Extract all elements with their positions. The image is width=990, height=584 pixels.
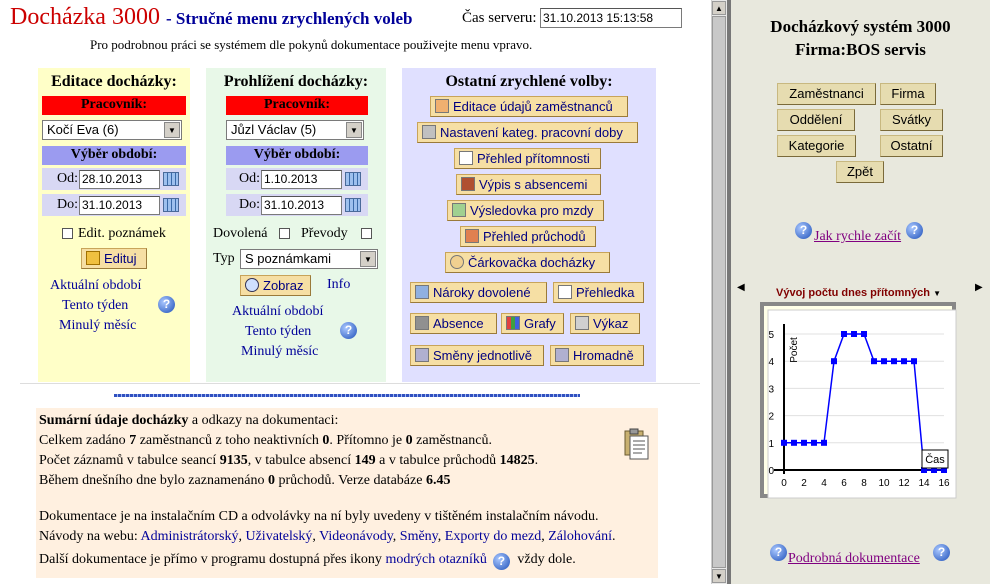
scroll-up-arrow[interactable]: ▲	[712, 1, 726, 15]
summary-title: Sumární údaje docházky	[39, 413, 189, 428]
browse-from-input[interactable]: 1.10.2013	[261, 170, 342, 189]
data-point	[841, 331, 847, 337]
payroll-label: Výsledovka pro mzdy	[470, 203, 594, 218]
x-tick-label: 10	[878, 478, 890, 489]
magnifier-icon	[245, 278, 259, 292]
back-button[interactable]: Zpět	[836, 161, 884, 183]
web-link-exports[interactable]: Exporty do mezd	[444, 529, 542, 544]
presence-chart	[760, 302, 960, 502]
browse-period-label: Výběr období:	[226, 146, 368, 165]
data-point	[901, 358, 907, 364]
statement-label: Výkaz	[593, 316, 629, 331]
edit-notes-checkbox[interactable]	[62, 228, 73, 239]
hint-text: Pro podrobnou práci se systémem dle pokynů dokumentace použivejte menu vpravo.	[90, 37, 533, 52]
presence-overview-label: Přehled přítomnosti	[477, 151, 590, 166]
shifts-single-label: Směny jednotlivě	[433, 348, 532, 363]
app-subtitle: - Stručné menu zrychlených voleb	[166, 9, 413, 28]
summary-line-docs: Dokumentace je na instalačním CD a odvolávky na ní byly uvedeny v tištěném instalačním návodu.	[39, 509, 599, 524]
type-select[interactable]	[240, 249, 378, 269]
payroll-button[interactable]	[447, 200, 604, 221]
y-tick-label: 4	[768, 357, 774, 369]
web-link-shifts[interactable]: Směny	[399, 529, 438, 544]
chevron-down-icon: ▼	[346, 122, 362, 138]
help-icon[interactable]: ?	[906, 222, 923, 239]
x-tick-label: 2	[801, 478, 807, 489]
table-icon	[415, 316, 429, 330]
app-title: Docházka 3000	[10, 4, 160, 30]
data-point	[861, 331, 867, 337]
server-time-label: Čas serveru:	[462, 10, 537, 26]
edit-worker-value: Kočí Eva (6)	[47, 122, 119, 137]
summary-line-records: Počet záznamů v tabulce seancí 9135, v tabulce absencí 149 a v tabulce průchodů 14825.	[39, 453, 539, 468]
edit-panel	[38, 68, 190, 382]
category-settings-label: Nastavení kateg. pracovní doby	[440, 125, 623, 140]
data-point	[851, 331, 857, 337]
absence-list-label: Výpis s absencemi	[479, 177, 588, 192]
y-tick-label: 0	[768, 466, 774, 477]
type-value: S poznámkami	[245, 251, 331, 266]
passages-overview-button[interactable]	[460, 226, 596, 247]
edit-to-input[interactable]: 31.10.2013	[79, 196, 160, 215]
edit-worker-label: Pracovník:	[42, 96, 186, 115]
y-tick-label: 1	[768, 438, 774, 450]
clock-icon	[450, 255, 464, 269]
web-link-video[interactable]: Videonávody	[319, 529, 393, 544]
x-tick-label: 12	[898, 478, 910, 489]
calendar-icon	[415, 285, 429, 299]
report-icon	[459, 151, 473, 165]
x-tick-label: 8	[861, 478, 867, 489]
sidebar-company: Firma:BOS servis	[795, 40, 926, 59]
show-button[interactable]	[240, 275, 311, 296]
tally-label: Čárkovačka docházky	[468, 255, 596, 270]
blue-questions-link[interactable]: modrých otazníků	[385, 552, 487, 567]
summary-line-web: Návody na webu: Administrátorský, Uživatelský, Videonávody, Směny, Exporty do mezd, Zálohování.	[39, 529, 616, 544]
summary-line-employees: Celkem zadáno 7 zaměstnanců z toho neaktivních 0. Přítomno je 0 zaměstnanců.	[39, 433, 492, 448]
browse-link-week[interactable]: Tento týden	[245, 324, 312, 339]
summary-title-row	[39, 413, 338, 429]
shift-icon	[415, 348, 429, 362]
web-link-user[interactable]: Uživatelský	[245, 529, 313, 544]
tally-button[interactable]	[445, 252, 610, 273]
sheet-icon	[558, 285, 572, 299]
data-point	[911, 358, 917, 364]
edit-from-label: Od:	[57, 171, 78, 186]
other-button[interactable]: Ostatní	[880, 135, 943, 157]
edit-notes-label: Edit. poznámek	[78, 226, 166, 241]
pencil-icon	[86, 251, 100, 265]
info-link[interactable]: Info	[327, 277, 351, 292]
help-icon[interactable]: ?	[933, 544, 950, 561]
chevron-down-icon: ▼	[933, 289, 942, 298]
edit-from-input[interactable]: 28.10.2013	[79, 170, 160, 189]
quick-start-link[interactable]: Jak rychle začít	[814, 229, 902, 244]
graphs-label: Grafy	[524, 316, 556, 331]
scroll-down-arrow[interactable]: ▼	[712, 569, 726, 583]
data-point	[871, 358, 877, 364]
x-tick-label: 14	[918, 478, 930, 489]
edit-button[interactable]	[81, 248, 147, 269]
help-icon[interactable]: ?	[493, 553, 510, 570]
help-icon[interactable]: ?	[795, 222, 812, 239]
help-icon[interactable]: ?	[340, 322, 357, 339]
type-label: Typ	[213, 251, 235, 266]
data-point	[891, 358, 897, 364]
bar-chart-icon	[506, 316, 520, 330]
categories-button[interactable]: Kategorie	[777, 135, 856, 157]
other-title: Ostatní zrychlené volby:	[445, 73, 613, 90]
door-icon	[465, 229, 479, 243]
web-link-admin[interactable]: Administrátorský	[140, 529, 239, 544]
browse-link-month[interactable]: Minulý měsíc	[241, 344, 319, 359]
edit-link-week[interactable]: Tento týden	[62, 298, 129, 313]
graphs-button[interactable]	[501, 313, 564, 334]
web-prefix: Návody na webu:	[39, 529, 141, 544]
people-icon	[435, 99, 449, 113]
calendar-icon[interactable]	[345, 198, 361, 212]
data-point	[831, 358, 837, 364]
data-point	[801, 440, 807, 446]
browse-link-current[interactable]: Aktuální období	[232, 304, 324, 319]
holidays-button[interactable]: Svátky	[880, 109, 943, 131]
server-time-field[interactable]: 31.10.2013 15:13:58	[540, 8, 682, 28]
edit-title: Editace docházky:	[51, 73, 177, 90]
money-icon	[452, 203, 466, 217]
y-tick-label: 5	[768, 330, 774, 341]
data-point	[881, 358, 887, 364]
y-tick-label: 2	[768, 411, 774, 423]
calendar-icon[interactable]	[163, 198, 179, 212]
absence-list-button[interactable]	[456, 174, 601, 195]
vacation-checkbox[interactable]	[279, 228, 290, 239]
company-button[interactable]: Firma	[880, 83, 936, 105]
browse-worker-value: Jůzl Václav (5)	[231, 122, 317, 137]
edit-worker-select[interactable]	[42, 120, 182, 140]
absence-icon	[461, 177, 475, 191]
shifts-bulk-button[interactable]	[550, 345, 644, 366]
calendar-icon[interactable]	[345, 172, 361, 186]
clipboard-icon[interactable]	[624, 428, 650, 460]
departments-button[interactable]: Oddělení	[777, 109, 855, 131]
y-tick-label: 3	[768, 384, 774, 396]
chart-select[interactable]	[776, 287, 941, 299]
data-point	[791, 440, 797, 446]
edit-link-month[interactable]: Minulý měsíc	[59, 318, 137, 333]
divider	[114, 394, 580, 397]
vacation-label: Dovolená	[213, 226, 268, 241]
browse-to-input[interactable]: 31.10.2013	[261, 196, 342, 215]
browse-to-label: Do:	[239, 197, 260, 212]
browse-from-label: Od:	[239, 171, 260, 186]
y-axis-label: Počet	[789, 337, 800, 363]
x-tick-label: 0	[781, 478, 787, 489]
summary-line-help: Další dokumentace je přímo v programu dostupná přes ikony modrých otazníků ? vždy dole.	[39, 552, 576, 568]
wrench-icon	[422, 125, 436, 139]
chart-prev-arrow[interactable]: ◀	[737, 282, 745, 293]
shifts-bulk-label: Hromadně	[573, 348, 634, 363]
chevron-down-icon: ▼	[164, 122, 180, 138]
browse-title: Prohlížení docházky:	[223, 73, 369, 90]
transfers-label: Převody	[301, 226, 348, 241]
employees-edit-button[interactable]	[430, 96, 628, 117]
category-settings-button[interactable]	[417, 122, 638, 143]
documentation-link[interactable]: Podrobná dokumentace	[788, 551, 920, 566]
summary-line-today: Během dnešního dne bylo zaznamenáno 0 průchodů. Verze databáze 6.45	[39, 473, 451, 488]
absence-button[interactable]	[410, 313, 497, 334]
help-icon[interactable]: ?	[770, 544, 787, 561]
absence-label: Absence	[433, 316, 484, 331]
web-link-backup[interactable]: Zálohování	[548, 529, 612, 544]
chevron-down-icon: ▼	[360, 251, 376, 267]
edit-period-label: Výběr období:	[42, 146, 186, 165]
data-point	[821, 440, 827, 446]
vacation-claims-label: Nároky dovolené	[433, 285, 531, 300]
divider	[20, 383, 700, 384]
edit-button-label: Edituj	[104, 251, 137, 266]
browse-worker-select[interactable]	[226, 120, 364, 140]
summary-label: Přehledka	[576, 285, 635, 300]
summary-button[interactable]	[553, 282, 644, 303]
chart-select-value: Vývoj počtu dnes přítomných	[776, 287, 931, 299]
employees-edit-label: Editace údajů zaměstnanců	[453, 99, 613, 114]
show-button-label: Zobraz	[263, 278, 304, 293]
statement-button[interactable]	[570, 313, 640, 334]
x-axis-label: Čas	[925, 454, 945, 466]
edit-to-label: Do:	[57, 197, 78, 212]
help-icon[interactable]: ?	[158, 296, 175, 313]
calendar-icon[interactable]	[163, 172, 179, 186]
transfers-checkbox[interactable]	[361, 228, 372, 239]
presence-overview-button[interactable]	[454, 148, 601, 169]
sidebar-title: Docházkový systém 3000	[770, 17, 951, 36]
shifts-single-button[interactable]	[410, 345, 544, 366]
printer-icon	[575, 316, 589, 330]
x-tick-label: 6	[841, 478, 847, 489]
scroll-thumb[interactable]	[712, 16, 726, 568]
x-tick-label: 16	[938, 478, 950, 489]
shift-icon	[555, 348, 569, 362]
passages-overview-label: Přehled průchodů	[483, 229, 586, 244]
data-point	[781, 440, 787, 446]
edit-link-current[interactable]: Aktuální období	[50, 278, 142, 293]
chart-next-arrow[interactable]: ▶	[975, 282, 983, 293]
browse-worker-label: Pracovník:	[226, 96, 368, 115]
employees-button[interactable]: Zaměstnanci	[777, 83, 876, 105]
x-tick-label: 4	[821, 478, 827, 489]
vacation-claims-button[interactable]	[410, 282, 547, 303]
data-point	[811, 440, 817, 446]
summary-title-rest: a odkazy na dokumentaci:	[188, 413, 339, 428]
